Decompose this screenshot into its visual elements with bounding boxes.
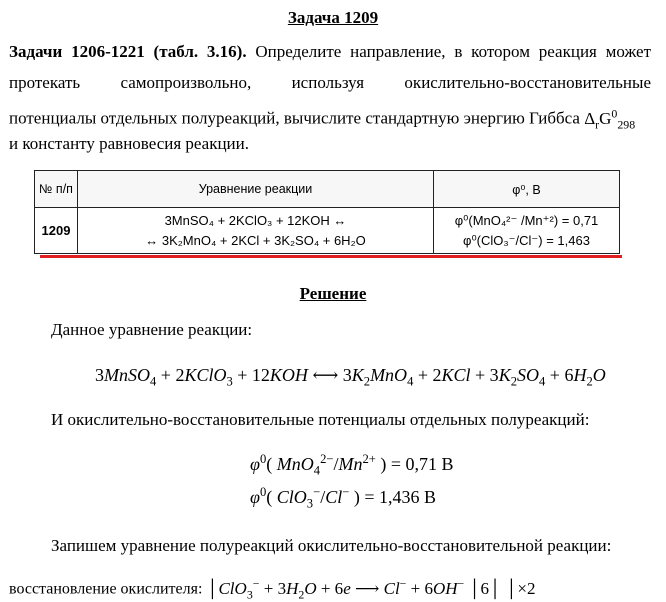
- text-half-reactions: Запишем уравнение полуреакций окислительно-восстановительной реакции:: [51, 536, 612, 555]
- reaction-table: [34, 170, 620, 254]
- pot-line-1: φ⁰(MnO₄²⁻ /Mn⁺²) = 0,71: [454, 212, 599, 228]
- col-eq-header: Уравнение реакции: [78, 171, 434, 208]
- eq-line-2: ↔ 3K₂MnO₄ + 2KCl + 3K₂SO₄ + 6H₂O: [145, 232, 366, 248]
- col-pot-header: φ⁰, В: [434, 171, 620, 208]
- pot1-value: = 0,71 В: [390, 454, 454, 474]
- intro-line-3-text: потенциалы отдельных полуреакций, вычислите стандартную энергию Гиббса: [9, 108, 585, 128]
- intro-line-4: и константу равновесия реакции.: [9, 134, 250, 153]
- potential-formula-2: $\varphi^0$( ClO$_3$−/Cl− ) = 1,436 В: [250, 485, 436, 511]
- pot-line-2: φ⁰(ClO₃⁻/Cl⁻) = 1,463: [463, 232, 590, 248]
- intro-bold: Задачи 1206-1221 (табл. 3.16).: [9, 42, 247, 61]
- reduction-label: восстановление окислителя:: [9, 580, 203, 598]
- intro-line-2: протекать самопроизвольно, используя окислительно-восстановительные: [9, 73, 651, 92]
- intro-line-1: [9, 36, 651, 67]
- gibbs-symbol: $\Delta_rG^0_{298}$: [584, 106, 636, 132]
- col-num-header: № п/п: [35, 171, 78, 208]
- row-num: 1209: [35, 208, 78, 254]
- reduction-formula: │ClO$_3$− + $3H_2O + 6e$ ⟶ Cl− + 6OH− │6│ │×2: [206, 576, 536, 602]
- pot2-value: = 1,436 В: [364, 487, 436, 507]
- red-underline: [40, 255, 622, 258]
- reaction-formula: 3MnSO$_4$ + 2KClO$_3$ + 12KOH ⟷ $3K_2MnO_4 + 2KCl + 3K_2SO_4 + 6H_2O$: [95, 365, 606, 389]
- potential-formula-1: $\varphi^0$( $MnO_4^{2-}/Mn^{2+}$ ) = 0,71 В: [250, 452, 454, 478]
- intro-line-1-text: Определите направление, в котором реакция может: [255, 42, 651, 61]
- half-reaction-partial: [9, 576, 536, 602]
- text-potentials-intro: И окислительно-восстановительные потенциалы отдельных полуреакций:: [51, 410, 590, 429]
- reaction-equation: [78, 208, 434, 254]
- problem-title: Задача 1209: [287, 8, 379, 27]
- text-reaction-intro: Данное уравнение реакции:: [51, 320, 253, 339]
- eq-line-1: 3MnSO₄ + 2KClO₃ + 12KOH ↔: [164, 212, 347, 228]
- potentials: [434, 208, 620, 254]
- solution-heading: Решение: [299, 284, 367, 303]
